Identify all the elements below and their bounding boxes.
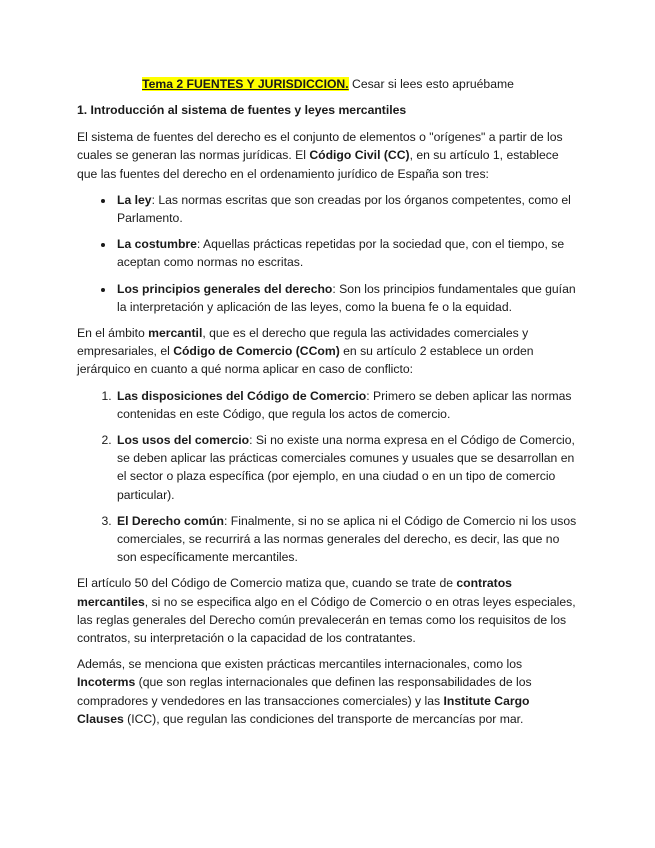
bold-term: mercantil bbox=[148, 326, 203, 341]
text-run: , en su artículo 1, establece que las fuentes del derecho en el ordenamiento jurídico de España son tres: bbox=[77, 148, 559, 181]
text-run: : Son los principios fundamentales que guían la interpretación y aplicación de las leyes, como la buena fe o la equidad. bbox=[117, 281, 576, 314]
text-run: : Finalmente, si no se aplica ni el Código de Comercio ni los usos comerciales, se recurrirá a las normas generales del derecho, es decir, las que no son específicamente mercantiles. bbox=[117, 513, 577, 565]
paragraph-intro bbox=[77, 128, 579, 183]
list-item bbox=[115, 387, 579, 423]
text-run: El artículo 50 del Código de Comercio matiza que, cuando se trate de bbox=[77, 576, 457, 591]
bold-term: La costumbre bbox=[117, 237, 197, 252]
bold-term: Incoterms bbox=[77, 675, 136, 690]
section-heading: 1. Introducción al sistema de fuentes y leyes mercantiles bbox=[77, 103, 407, 118]
bold-term: Código Civil (CC) bbox=[309, 148, 410, 163]
paragraph-article-50 bbox=[77, 574, 579, 647]
text-run: , que es el derecho que regula las actividades comerciales y empresariales, el bbox=[77, 326, 529, 359]
paragraph-international bbox=[77, 655, 579, 728]
text-run: : Aquellas prácticas repetidas por la sociedad que, con el tiempo, se aceptan como normas no escritas. bbox=[117, 237, 565, 270]
text-run: El sistema de fuentes del derecho es el conjunto de elementos o "orígenes" a partir de los cuales se generan las normas jurídicas. El bbox=[77, 130, 563, 163]
sources-list bbox=[77, 191, 579, 316]
bold-term: Los principios generales del derecho bbox=[117, 281, 333, 296]
text-run: , si no se especifica algo en el Código de Comercio o en otras leyes especiales, las reglas generales del Derecho común prevalecerán en temas como los requisitos de los contratos, su interpretación o la capacidad de los contratantes. bbox=[77, 594, 576, 646]
text-run: (que son reglas internacionales que definen las responsabilidades de los compradores y vendedores en las transacciones comerciales) y las bbox=[77, 675, 532, 708]
bold-term: Las disposiciones del Código de Comercio bbox=[117, 388, 367, 403]
text-run: Además, se menciona que existen prácticas mercantiles internacionales, como los bbox=[77, 657, 523, 672]
text-run: En el ámbito bbox=[77, 326, 149, 341]
list-item bbox=[115, 431, 579, 504]
paragraph-mercantil bbox=[77, 324, 579, 379]
bold-term: Código de Comercio (CCom) bbox=[173, 344, 340, 359]
bold-term: contratos mercantiles bbox=[77, 576, 512, 609]
list-item bbox=[115, 280, 579, 316]
text-run: : Si no existe una norma expresa en el Código de Comercio, se deben aplicar las prácticas comerciales comunes y usuales que se desarrollan en el sector o plaza específica (por ejemplo, en una ciudad o en un tipo de comercio particular). bbox=[117, 433, 575, 502]
title-note: Cesar si lees esto apruébame bbox=[348, 77, 514, 91]
document-title: Tema 2 FUENTES Y JURISDICCION. bbox=[142, 77, 349, 91]
document-title-line bbox=[77, 75, 579, 93]
bold-term: La ley bbox=[117, 192, 152, 207]
text-run: (ICC), que regulan las condiciones del transporte de mercancías por mar. bbox=[123, 711, 524, 726]
bold-term: Los usos del comercio bbox=[117, 433, 250, 448]
bold-term: El Derecho común bbox=[117, 513, 225, 528]
list-item bbox=[115, 191, 579, 227]
bold-term: Institute Cargo Clauses bbox=[77, 693, 530, 726]
text-run: en su artículo 2 establece un orden jerárquico en cuanto a qué norma aplicar en caso de conflicto: bbox=[77, 344, 534, 377]
text-run: : Primero se deben aplicar las normas contenidas en este Código, que regula los actos de comercio. bbox=[117, 388, 572, 421]
hierarchy-list bbox=[77, 387, 579, 567]
list-item bbox=[115, 512, 579, 567]
list-item bbox=[115, 235, 579, 271]
text-run: : Las normas escritas que son creadas por los órganos competentes, como el Parlamento. bbox=[117, 192, 571, 226]
